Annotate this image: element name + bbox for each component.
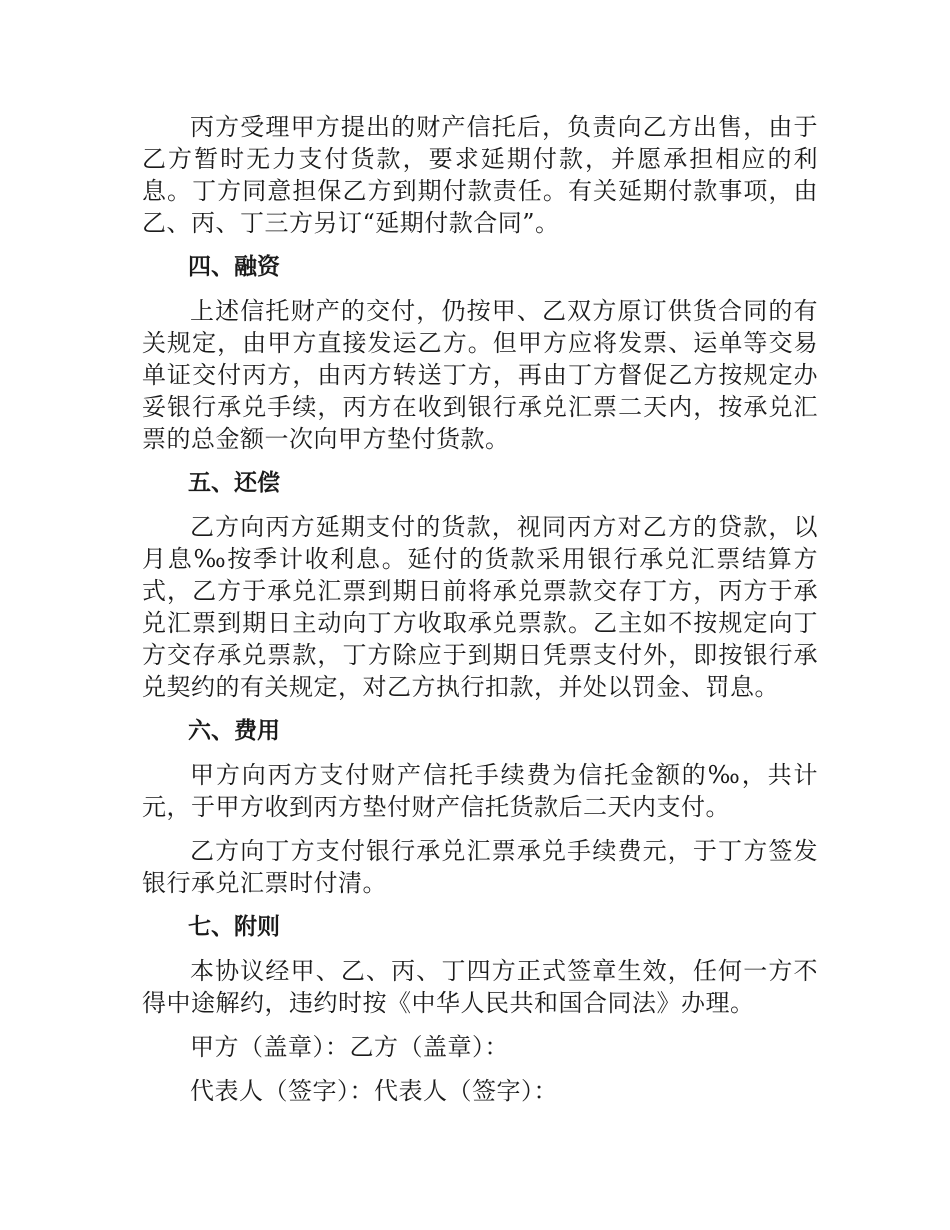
- paragraph-acceptance-fee: 乙方向丁方支付银行承兑汇票承兑手续费元，于丁方签发银行承兑汇票时付清。: [142, 837, 818, 897]
- signature-line-seal: 甲方（盖章）：乙方（盖章）：: [190, 1033, 509, 1061]
- section-heading-repayment: 五、还偿: [188, 470, 280, 496]
- section-heading-supplementary: 七、附则: [188, 914, 280, 940]
- paragraph-effectiveness: 本协议经甲、乙、丙、丁四方正式签章生效，任何一方不得中途解约，违约时按《中华人民共和国合同法》办理。: [142, 957, 818, 1017]
- paragraph-financing: 上述信托财产的交付，仍按甲、乙双方原订供货合同的有关规定，由甲方直接发运乙方。但甲方应将发票、运单等交易单证交付丙方，由丙方转送丁方，再由丁方督促乙方按规定办妥银行承兑手续，丙方在收到银行承兑汇票二天内，按承兑汇票的总金额一次向甲方垫付货款。: [142, 297, 818, 453]
- paragraph-trust-fee: 甲方向丙方支付财产信托手续费为信托金额的‰，共计元，于甲方收到丙方垫付财产信托货款后二天内支付。: [142, 761, 818, 821]
- paragraph-deferred-payment: 丙方受理甲方提出的财产信托后，负责向乙方出售，由于乙方暂时无力支付货款，要求延期付款，并愿承担相应的利息。丁方同意担保乙方到期付款责任。有关延期付款事项，由乙、丙、丁三方另订“延期付款合同”。: [142, 113, 818, 237]
- section-heading-fees: 六、费用: [188, 718, 280, 744]
- section-heading-financing: 四、融资: [188, 254, 280, 280]
- paragraph-repayment: 乙方向丙方延期支付的货款，视同丙方对乙方的贷款，以月息‰按季计收利息。延付的货款采用银行承兑汇票结算方式，乙方于承兑汇票到期日前将承兑票款交存丁方，丙方于承兑汇票到期日主动向丁方收取承兑票款。乙主如不按规定向丁方交存承兑票款，丁方除应于到期日凭票支付外，即按银行承兑契约的有关规定，对乙方执行扣款，并处以罚金、罚息。: [142, 513, 818, 701]
- signature-line-representative: 代表人（签字）：代表人（签字）：: [190, 1077, 558, 1105]
- document-body: [142, 111, 818, 1119]
